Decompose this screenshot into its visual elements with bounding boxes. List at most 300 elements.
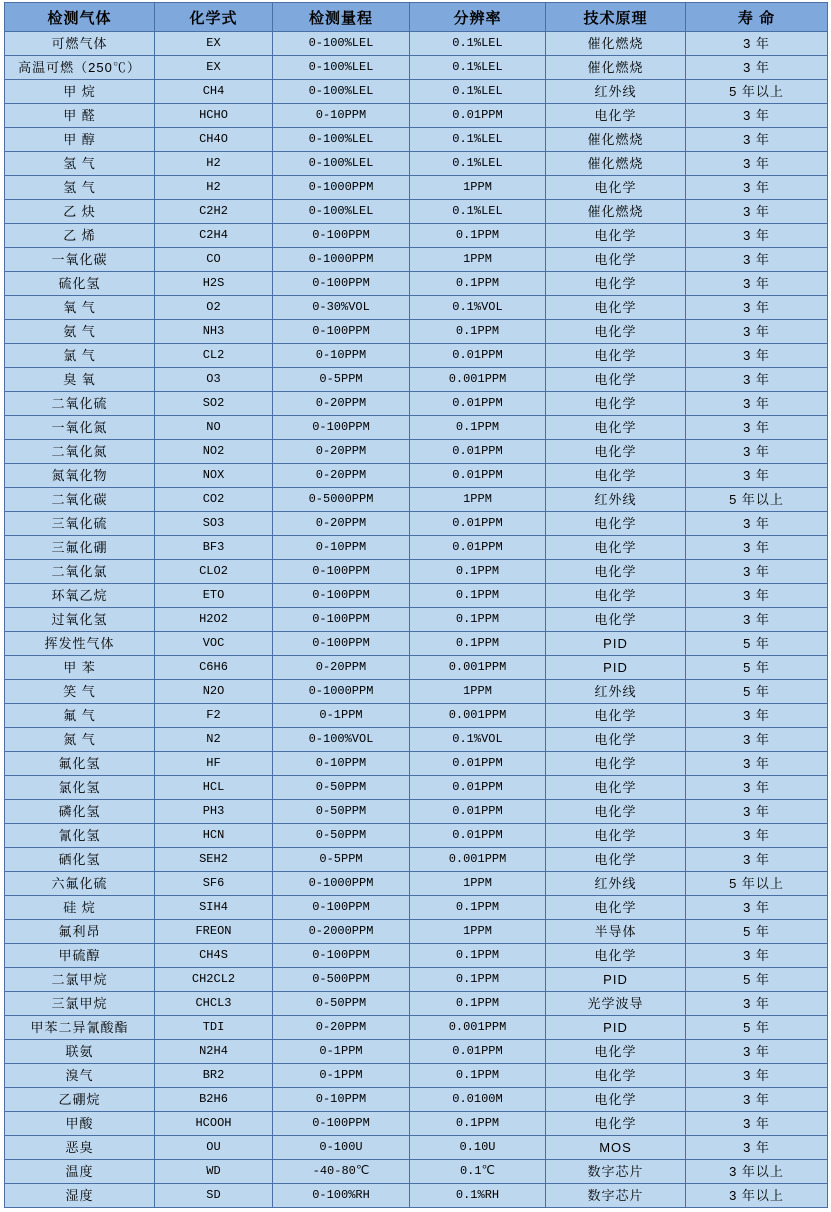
cell-lifetime: 3 年: [686, 320, 828, 344]
cell-resolution: 0.001PPM: [410, 704, 546, 728]
cell-technology: 电化学: [546, 944, 686, 968]
cell-gas-name: 三氯甲烷: [5, 992, 155, 1016]
cell-lifetime: 3 年: [686, 248, 828, 272]
cell-range: 0-50PPM: [273, 824, 410, 848]
cell-lifetime: 3 年: [686, 464, 828, 488]
cell-gas-name: 高温可燃（250℃）: [5, 56, 155, 80]
table-row: [5, 992, 828, 1016]
cell-range: -40-80℃: [273, 1160, 410, 1184]
cell-resolution: 0.01PPM: [410, 512, 546, 536]
table-row: [5, 656, 828, 680]
cell-range: 0-20PPM: [273, 392, 410, 416]
cell-lifetime: 3 年: [686, 848, 828, 872]
column-header-gas-name: 检测气体: [5, 3, 155, 32]
cell-gas-name: 联氨: [5, 1040, 155, 1064]
table-row: [5, 752, 828, 776]
cell-lifetime: 5 年: [686, 632, 828, 656]
table-row: [5, 344, 828, 368]
cell-range: 0-20PPM: [273, 1016, 410, 1040]
cell-formula: ETO: [155, 584, 273, 608]
cell-range: 0-20PPM: [273, 512, 410, 536]
cell-gas-name: 氟 气: [5, 704, 155, 728]
cell-technology: 催化燃烧: [546, 200, 686, 224]
table-row: [5, 1088, 828, 1112]
cell-lifetime: 3 年: [686, 800, 828, 824]
cell-range: 0-100%LEL: [273, 200, 410, 224]
cell-gas-name: 乙硼烷: [5, 1088, 155, 1112]
cell-gas-name: 甲苯二异氰酸酯: [5, 1016, 155, 1040]
cell-range: 0-100PPM: [273, 272, 410, 296]
cell-technology: 电化学: [546, 272, 686, 296]
table-body: [5, 32, 828, 1208]
cell-lifetime: 3 年: [686, 440, 828, 464]
cell-range: 0-2000PPM: [273, 920, 410, 944]
cell-resolution: 0.01PPM: [410, 1040, 546, 1064]
cell-formula: C2H2: [155, 200, 273, 224]
cell-technology: PID: [546, 1016, 686, 1040]
cell-range: 0-20PPM: [273, 440, 410, 464]
table-row: [5, 584, 828, 608]
cell-formula: CL2: [155, 344, 273, 368]
cell-technology: 催化燃烧: [546, 128, 686, 152]
cell-gas-name: 氢 气: [5, 176, 155, 200]
cell-resolution: 0.001PPM: [410, 1016, 546, 1040]
cell-range: 0-1000PPM: [273, 872, 410, 896]
cell-lifetime: 3 年: [686, 560, 828, 584]
cell-gas-name: 硫化氢: [5, 272, 155, 296]
cell-range: 0-100PPM: [273, 224, 410, 248]
cell-gas-name: 磷化氢: [5, 800, 155, 824]
cell-range: 0-5PPM: [273, 368, 410, 392]
cell-range: 0-10PPM: [273, 1088, 410, 1112]
table-row: [5, 104, 828, 128]
cell-gas-name: 氧 气: [5, 296, 155, 320]
cell-technology: 电化学: [546, 512, 686, 536]
table-row: [5, 320, 828, 344]
cell-formula: VOC: [155, 632, 273, 656]
cell-formula: NO: [155, 416, 273, 440]
cell-lifetime: 3 年: [686, 728, 828, 752]
cell-gas-name: 六氟化硫: [5, 872, 155, 896]
cell-lifetime: 3 年: [686, 896, 828, 920]
cell-gas-name: 甲硫醇: [5, 944, 155, 968]
table-row: [5, 680, 828, 704]
cell-lifetime: 3 年: [686, 176, 828, 200]
cell-gas-name: 氟利昂: [5, 920, 155, 944]
cell-gas-name: 甲 苯: [5, 656, 155, 680]
cell-resolution: 0.01PPM: [410, 104, 546, 128]
cell-resolution: 0.1%LEL: [410, 200, 546, 224]
cell-lifetime: 3 年: [686, 776, 828, 800]
cell-lifetime: 3 年: [686, 824, 828, 848]
cell-formula: F2: [155, 704, 273, 728]
cell-technology: 电化学: [546, 824, 686, 848]
cell-formula: OU: [155, 1136, 273, 1160]
cell-resolution: 0.01PPM: [410, 392, 546, 416]
cell-technology: 红外线: [546, 680, 686, 704]
table-row: [5, 56, 828, 80]
cell-technology: 电化学: [546, 368, 686, 392]
cell-resolution: 0.1PPM: [410, 560, 546, 584]
cell-formula: CH2CL2: [155, 968, 273, 992]
cell-technology: 电化学: [546, 1064, 686, 1088]
table-row: [5, 536, 828, 560]
cell-formula: CHCL3: [155, 992, 273, 1016]
table-row: [5, 1064, 828, 1088]
cell-technology: 电化学: [546, 176, 686, 200]
table-row: [5, 1016, 828, 1040]
cell-formula: BR2: [155, 1064, 273, 1088]
cell-technology: 电化学: [546, 896, 686, 920]
cell-technology: 催化燃烧: [546, 56, 686, 80]
cell-gas-name: 氨 气: [5, 320, 155, 344]
cell-resolution: 0.10U: [410, 1136, 546, 1160]
cell-resolution: 0.01PPM: [410, 344, 546, 368]
cell-resolution: 0.1PPM: [410, 320, 546, 344]
cell-range: 0-100%LEL: [273, 80, 410, 104]
cell-lifetime: 5 年: [686, 656, 828, 680]
cell-resolution: 0.1PPM: [410, 584, 546, 608]
cell-lifetime: 3 年: [686, 1112, 828, 1136]
cell-range: 0-1PPM: [273, 704, 410, 728]
column-header-formula: 化学式: [155, 3, 273, 32]
cell-resolution: 0.1PPM: [410, 968, 546, 992]
cell-range: 0-100PPM: [273, 560, 410, 584]
cell-gas-name: 氮 气: [5, 728, 155, 752]
cell-lifetime: 3 年: [686, 512, 828, 536]
cell-range: 0-1000PPM: [273, 248, 410, 272]
cell-range: 0-100PPM: [273, 944, 410, 968]
cell-resolution: 0.01PPM: [410, 536, 546, 560]
cell-gas-name: 乙 烯: [5, 224, 155, 248]
cell-technology: 电化学: [546, 728, 686, 752]
cell-lifetime: 5 年以上: [686, 872, 828, 896]
cell-lifetime: 3 年: [686, 536, 828, 560]
cell-technology: 电化学: [546, 344, 686, 368]
cell-formula: SO3: [155, 512, 273, 536]
table-row: [5, 176, 828, 200]
table-row: [5, 392, 828, 416]
cell-lifetime: 3 年: [686, 200, 828, 224]
cell-formula: H2S: [155, 272, 273, 296]
cell-lifetime: 5 年: [686, 1016, 828, 1040]
cell-lifetime: 3 年: [686, 1040, 828, 1064]
cell-range: 0-10PPM: [273, 536, 410, 560]
cell-technology: 电化学: [546, 776, 686, 800]
cell-technology: MOS: [546, 1136, 686, 1160]
cell-resolution: 1PPM: [410, 488, 546, 512]
cell-resolution: 0.01PPM: [410, 776, 546, 800]
table-row: [5, 896, 828, 920]
cell-lifetime: 3 年: [686, 392, 828, 416]
cell-resolution: 0.1%LEL: [410, 80, 546, 104]
cell-technology: PID: [546, 632, 686, 656]
cell-formula: C2H4: [155, 224, 273, 248]
cell-formula: NOX: [155, 464, 273, 488]
cell-lifetime: 3 年以上: [686, 1184, 828, 1208]
cell-resolution: 0.01PPM: [410, 752, 546, 776]
cell-resolution: 0.001PPM: [410, 656, 546, 680]
cell-range: 0-10PPM: [273, 104, 410, 128]
cell-lifetime: 3 年: [686, 344, 828, 368]
cell-resolution: 0.0100M: [410, 1088, 546, 1112]
cell-gas-name: 溴气: [5, 1064, 155, 1088]
cell-resolution: 1PPM: [410, 680, 546, 704]
cell-gas-name: 一氧化碳: [5, 248, 155, 272]
gas-detection-table: [4, 2, 828, 1208]
table-row: [5, 608, 828, 632]
cell-formula: HCN: [155, 824, 273, 848]
table-row: [5, 1136, 828, 1160]
table-row: [5, 368, 828, 392]
cell-resolution: 0.1%LEL: [410, 32, 546, 56]
cell-formula: TDI: [155, 1016, 273, 1040]
cell-lifetime: 3 年: [686, 272, 828, 296]
cell-technology: 红外线: [546, 80, 686, 104]
cell-resolution: 0.1PPM: [410, 608, 546, 632]
cell-technology: 电化学: [546, 704, 686, 728]
cell-range: 0-50PPM: [273, 800, 410, 824]
cell-gas-name: 笑 气: [5, 680, 155, 704]
cell-resolution: 0.1PPM: [410, 1064, 546, 1088]
cell-gas-name: 氰化氢: [5, 824, 155, 848]
cell-resolution: 0.01PPM: [410, 824, 546, 848]
cell-resolution: 1PPM: [410, 872, 546, 896]
cell-gas-name: 氯 气: [5, 344, 155, 368]
cell-technology: 电化学: [546, 104, 686, 128]
cell-gas-name: 温度: [5, 1160, 155, 1184]
cell-range: 0-50PPM: [273, 992, 410, 1016]
cell-technology: 光学波导: [546, 992, 686, 1016]
cell-formula: SD: [155, 1184, 273, 1208]
cell-formula: CH4: [155, 80, 273, 104]
table-row: [5, 848, 828, 872]
cell-range: 0-50PPM: [273, 776, 410, 800]
cell-resolution: 0.1PPM: [410, 992, 546, 1016]
table-row: [5, 224, 828, 248]
cell-gas-name: 挥发性气体: [5, 632, 155, 656]
cell-lifetime: 3 年: [686, 704, 828, 728]
cell-resolution: 0.1%LEL: [410, 152, 546, 176]
cell-range: 0-1PPM: [273, 1040, 410, 1064]
column-header-resolution: 分辨率: [410, 3, 546, 32]
cell-resolution: 0.1PPM: [410, 896, 546, 920]
cell-gas-name: 二氧化氯: [5, 560, 155, 584]
table-header-row: [5, 3, 828, 32]
cell-gas-name: 臭 氧: [5, 368, 155, 392]
cell-gas-name: 甲 醛: [5, 104, 155, 128]
table-row: [5, 80, 828, 104]
cell-technology: 半导体: [546, 920, 686, 944]
cell-gas-name: 过氧化氢: [5, 608, 155, 632]
cell-gas-name: 二氯甲烷: [5, 968, 155, 992]
column-header-range: 检测量程: [273, 3, 410, 32]
cell-lifetime: 3 年: [686, 104, 828, 128]
cell-gas-name: 湿度: [5, 1184, 155, 1208]
cell-range: 0-100PPM: [273, 584, 410, 608]
cell-lifetime: 5 年: [686, 680, 828, 704]
cell-technology: 电化学: [546, 608, 686, 632]
cell-formula: H2: [155, 176, 273, 200]
cell-formula: B2H6: [155, 1088, 273, 1112]
cell-range: 0-30%VOL: [273, 296, 410, 320]
table-row: [5, 800, 828, 824]
table-row: [5, 968, 828, 992]
cell-lifetime: 3 年: [686, 296, 828, 320]
cell-range: 0-1000PPM: [273, 176, 410, 200]
cell-resolution: 0.1%VOL: [410, 728, 546, 752]
cell-technology: 电化学: [546, 560, 686, 584]
cell-range: 0-100PPM: [273, 416, 410, 440]
cell-resolution: 0.1%LEL: [410, 56, 546, 80]
cell-technology: 电化学: [546, 440, 686, 464]
cell-resolution: 0.1%RH: [410, 1184, 546, 1208]
cell-formula: HF: [155, 752, 273, 776]
cell-gas-name: 二氧化碳: [5, 488, 155, 512]
cell-gas-name: 氢 气: [5, 152, 155, 176]
cell-gas-name: 恶臭: [5, 1136, 155, 1160]
cell-resolution: 0.1PPM: [410, 416, 546, 440]
table-row: [5, 272, 828, 296]
cell-gas-name: 二氧化硫: [5, 392, 155, 416]
table-row: [5, 128, 828, 152]
cell-technology: 电化学: [546, 1040, 686, 1064]
cell-technology: PID: [546, 656, 686, 680]
cell-resolution: 0.01PPM: [410, 800, 546, 824]
table-row: [5, 728, 828, 752]
cell-resolution: 0.1℃: [410, 1160, 546, 1184]
cell-range: 0-100PPM: [273, 1112, 410, 1136]
cell-technology: 红外线: [546, 488, 686, 512]
cell-formula: EX: [155, 32, 273, 56]
cell-formula: CH4O: [155, 128, 273, 152]
cell-resolution: 1PPM: [410, 248, 546, 272]
table-row: [5, 1112, 828, 1136]
table-row: [5, 464, 828, 488]
cell-formula: SEH2: [155, 848, 273, 872]
cell-gas-name: 二氧化氮: [5, 440, 155, 464]
cell-range: 0-100%VOL: [273, 728, 410, 752]
cell-range: 0-100PPM: [273, 632, 410, 656]
cell-lifetime: 3 年: [686, 944, 828, 968]
cell-technology: 电化学: [546, 416, 686, 440]
cell-range: 0-100%LEL: [273, 128, 410, 152]
table-row: [5, 296, 828, 320]
cell-lifetime: 5 年以上: [686, 80, 828, 104]
cell-formula: NO2: [155, 440, 273, 464]
cell-resolution: 0.1PPM: [410, 632, 546, 656]
cell-range: 0-100U: [273, 1136, 410, 1160]
cell-lifetime: 3 年以上: [686, 1160, 828, 1184]
cell-range: 0-5PPM: [273, 848, 410, 872]
table-row: [5, 872, 828, 896]
cell-lifetime: 3 年: [686, 416, 828, 440]
cell-technology: 电化学: [546, 536, 686, 560]
cell-formula: CH4S: [155, 944, 273, 968]
cell-formula: NH3: [155, 320, 273, 344]
cell-formula: N2O: [155, 680, 273, 704]
cell-resolution: 0.1PPM: [410, 1112, 546, 1136]
cell-formula: N2: [155, 728, 273, 752]
cell-resolution: 0.01PPM: [410, 464, 546, 488]
cell-technology: 催化燃烧: [546, 32, 686, 56]
cell-lifetime: 3 年: [686, 584, 828, 608]
table-row: [5, 512, 828, 536]
cell-formula: EX: [155, 56, 273, 80]
cell-lifetime: 5 年: [686, 968, 828, 992]
cell-gas-name: 氮氧化物: [5, 464, 155, 488]
cell-formula: BF3: [155, 536, 273, 560]
table-row: [5, 824, 828, 848]
cell-formula: HCOOH: [155, 1112, 273, 1136]
cell-range: 0-100%RH: [273, 1184, 410, 1208]
cell-lifetime: 3 年: [686, 1136, 828, 1160]
table-row: [5, 560, 828, 584]
cell-lifetime: 3 年: [686, 32, 828, 56]
cell-resolution: 0.1PPM: [410, 944, 546, 968]
cell-formula: SF6: [155, 872, 273, 896]
cell-range: 0-1PPM: [273, 1064, 410, 1088]
cell-range: 0-100%LEL: [273, 56, 410, 80]
cell-lifetime: 3 年: [686, 608, 828, 632]
cell-formula: O3: [155, 368, 273, 392]
cell-technology: 电化学: [546, 752, 686, 776]
table-header: [5, 3, 828, 32]
cell-lifetime: 3 年: [686, 992, 828, 1016]
cell-resolution: 0.001PPM: [410, 368, 546, 392]
column-header-lifetime: 寿 命: [686, 3, 828, 32]
cell-technology: 红外线: [546, 872, 686, 896]
cell-technology: 电化学: [546, 584, 686, 608]
table-row: [5, 152, 828, 176]
cell-range: 0-100PPM: [273, 320, 410, 344]
cell-lifetime: 5 年: [686, 920, 828, 944]
table-row: [5, 704, 828, 728]
cell-technology: 电化学: [546, 800, 686, 824]
table-row: [5, 920, 828, 944]
table-row: [5, 944, 828, 968]
cell-range: 0-100%LEL: [273, 152, 410, 176]
cell-technology: 电化学: [546, 464, 686, 488]
cell-lifetime: 3 年: [686, 1064, 828, 1088]
cell-gas-name: 一氧化氮: [5, 416, 155, 440]
cell-technology: 催化燃烧: [546, 152, 686, 176]
cell-resolution: 0.01PPM: [410, 440, 546, 464]
cell-gas-name: 三氧化硫: [5, 512, 155, 536]
cell-technology: 数字芯片: [546, 1184, 686, 1208]
cell-range: 0-20PPM: [273, 464, 410, 488]
cell-formula: SIH4: [155, 896, 273, 920]
table-row: [5, 1160, 828, 1184]
cell-formula: CO: [155, 248, 273, 272]
cell-formula: SO2: [155, 392, 273, 416]
cell-range: 0-1000PPM: [273, 680, 410, 704]
cell-formula: CO2: [155, 488, 273, 512]
cell-formula: HCHO: [155, 104, 273, 128]
table-row: [5, 1184, 828, 1208]
cell-formula: O2: [155, 296, 273, 320]
cell-formula: PH3: [155, 800, 273, 824]
cell-gas-name: 甲 醇: [5, 128, 155, 152]
cell-resolution: 1PPM: [410, 920, 546, 944]
cell-lifetime: 3 年: [686, 752, 828, 776]
cell-gas-name: 硒化氢: [5, 848, 155, 872]
cell-gas-name: 可燃气体: [5, 32, 155, 56]
cell-technology: 电化学: [546, 320, 686, 344]
cell-range: 0-100PPM: [273, 896, 410, 920]
cell-lifetime: 3 年: [686, 368, 828, 392]
cell-gas-name: 甲 烷: [5, 80, 155, 104]
